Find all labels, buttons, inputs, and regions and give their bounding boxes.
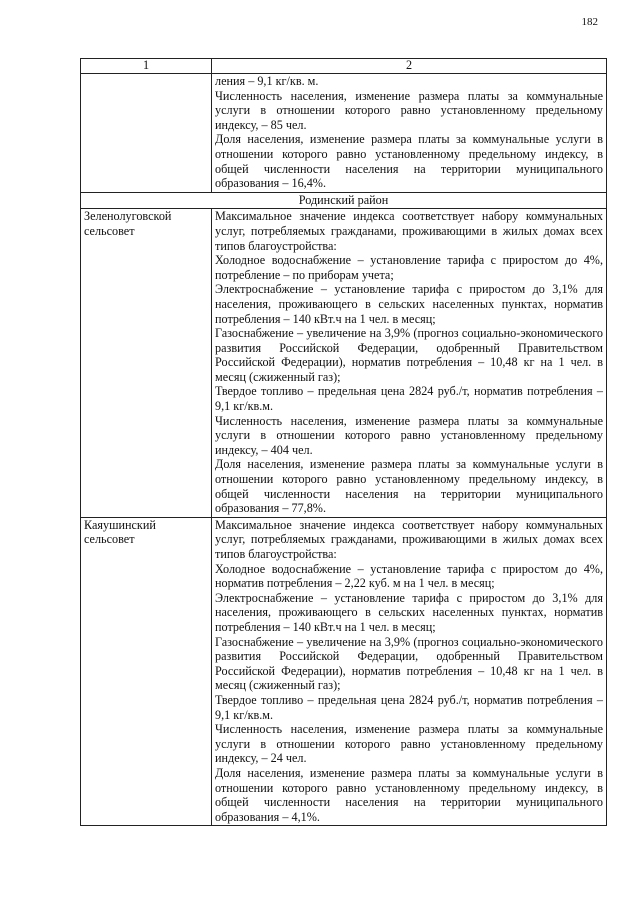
column-header-1: 1 (81, 59, 212, 74)
paragraph: Максимальное значение индекса соответствует набору коммунальных услуг, потребляемых гражданами, проживающими в жилых домах всех типов благоустройства: (215, 209, 603, 253)
description-cell (212, 209, 607, 517)
paragraph: ления – 9,1 кг/кв. м. (215, 74, 319, 88)
municipality-name: Каяушинский сельсовет (81, 517, 212, 825)
paragraph: Твердое топливо – предельная цена 2824 руб./т, норматив потребления – 9,1 кг/кв.м. (215, 692, 603, 722)
paragraph: Холодное водоснабжение – установление тарифа с приростом до 4%, потребление – по приборам учета; (215, 253, 603, 282)
paragraph: Газоснабжение – увеличение на 3,9% (прогноз социально-экономического развития Российской Федерации, одобренный Правительством Российской Федерации), норматив потребления – 10,48 кг на 1 чел. в месяц (сжиженный газ); (215, 634, 603, 693)
paragraph: Газоснабжение – увеличение на 3,9% (прогноз социально-экономического развития Российской Федерации, одобренный Правительством Российской Федерации), норматив потребления – 10,48 кг на 1 чел. в месяц (сжиженный газ); (215, 326, 603, 384)
paragraph: Численность населения, изменение размера платы за коммунальные услуги в отношении которого равно установленному предельному индексу, – 24 чел. (215, 722, 603, 766)
table-row-continuation (81, 74, 607, 193)
paragraph: Электроснабжение – установление тарифа с приростом до 3,1% для населения, проживающего в сельских населенных пунктах, норматив потребления – 140 кВт.ч на 1 чел. в месяц; (215, 282, 603, 326)
description-cell (212, 74, 607, 193)
municipality-cell-empty (81, 74, 212, 193)
paragraph: Холодное водоснабжение – установление тарифа с приростом до 4%, норматив потребления – 2,22 куб. м на 1 чел. в месяц; (215, 561, 603, 591)
paragraph: Твердое топливо – предельная цена 2824 руб./т, норматив потребления – 9,1 кг/кв.м. (215, 384, 603, 414)
column-header-2: 2 (212, 59, 607, 74)
document-table (80, 58, 607, 826)
region-row (81, 192, 607, 209)
paragraph: Доля населения, изменение размера платы за коммунальные услуги в отношении которого равно установленному предельному индексу, в общей численности населения на территории муниципального образования – 16,4%. (215, 132, 603, 191)
table-row (81, 517, 607, 825)
paragraph: Максимальное значение индекса соответствует набору коммунальных услуг, потребляемых гражданами, проживающими в жилых домах всех типов благоустройства: (215, 517, 603, 561)
paragraph: Электроснабжение – установление тарифа с приростом до 3,1% для населения, проживающего в сельских населенных пунктах, норматив потребления – 140 кВт.ч на 1 чел. в месяц; (215, 590, 603, 634)
table-header-row (81, 59, 607, 74)
region-title: Родинский район (81, 192, 607, 209)
paragraph: Доля населения, изменение размера платы за коммунальные услуги в отношении которого равно установленному предельному индексу, в общей численности населения на территории муниципального образования – 4,1%. (215, 765, 603, 824)
municipality-name: Зеленолуговской сельсовет (81, 209, 212, 517)
paragraph: Численность населения, изменение размера платы за коммунальные услуги в отношении которого равно установленному предельному индексу, – 85 чел. (215, 88, 603, 132)
table-row (81, 209, 607, 517)
description-cell (212, 517, 607, 825)
paragraph: Доля населения, изменение размера платы за коммунальные услуги в отношении которого равно установленному предельному индексу, в общей численности населения на территории муниципального образования – 77,8%. (215, 457, 603, 516)
page-number: 182 (581, 16, 598, 28)
paragraph: Численность населения, изменение размера платы за коммунальные услуги в отношении которого равно установленному предельному индексу, – 404 чел. (215, 413, 603, 457)
